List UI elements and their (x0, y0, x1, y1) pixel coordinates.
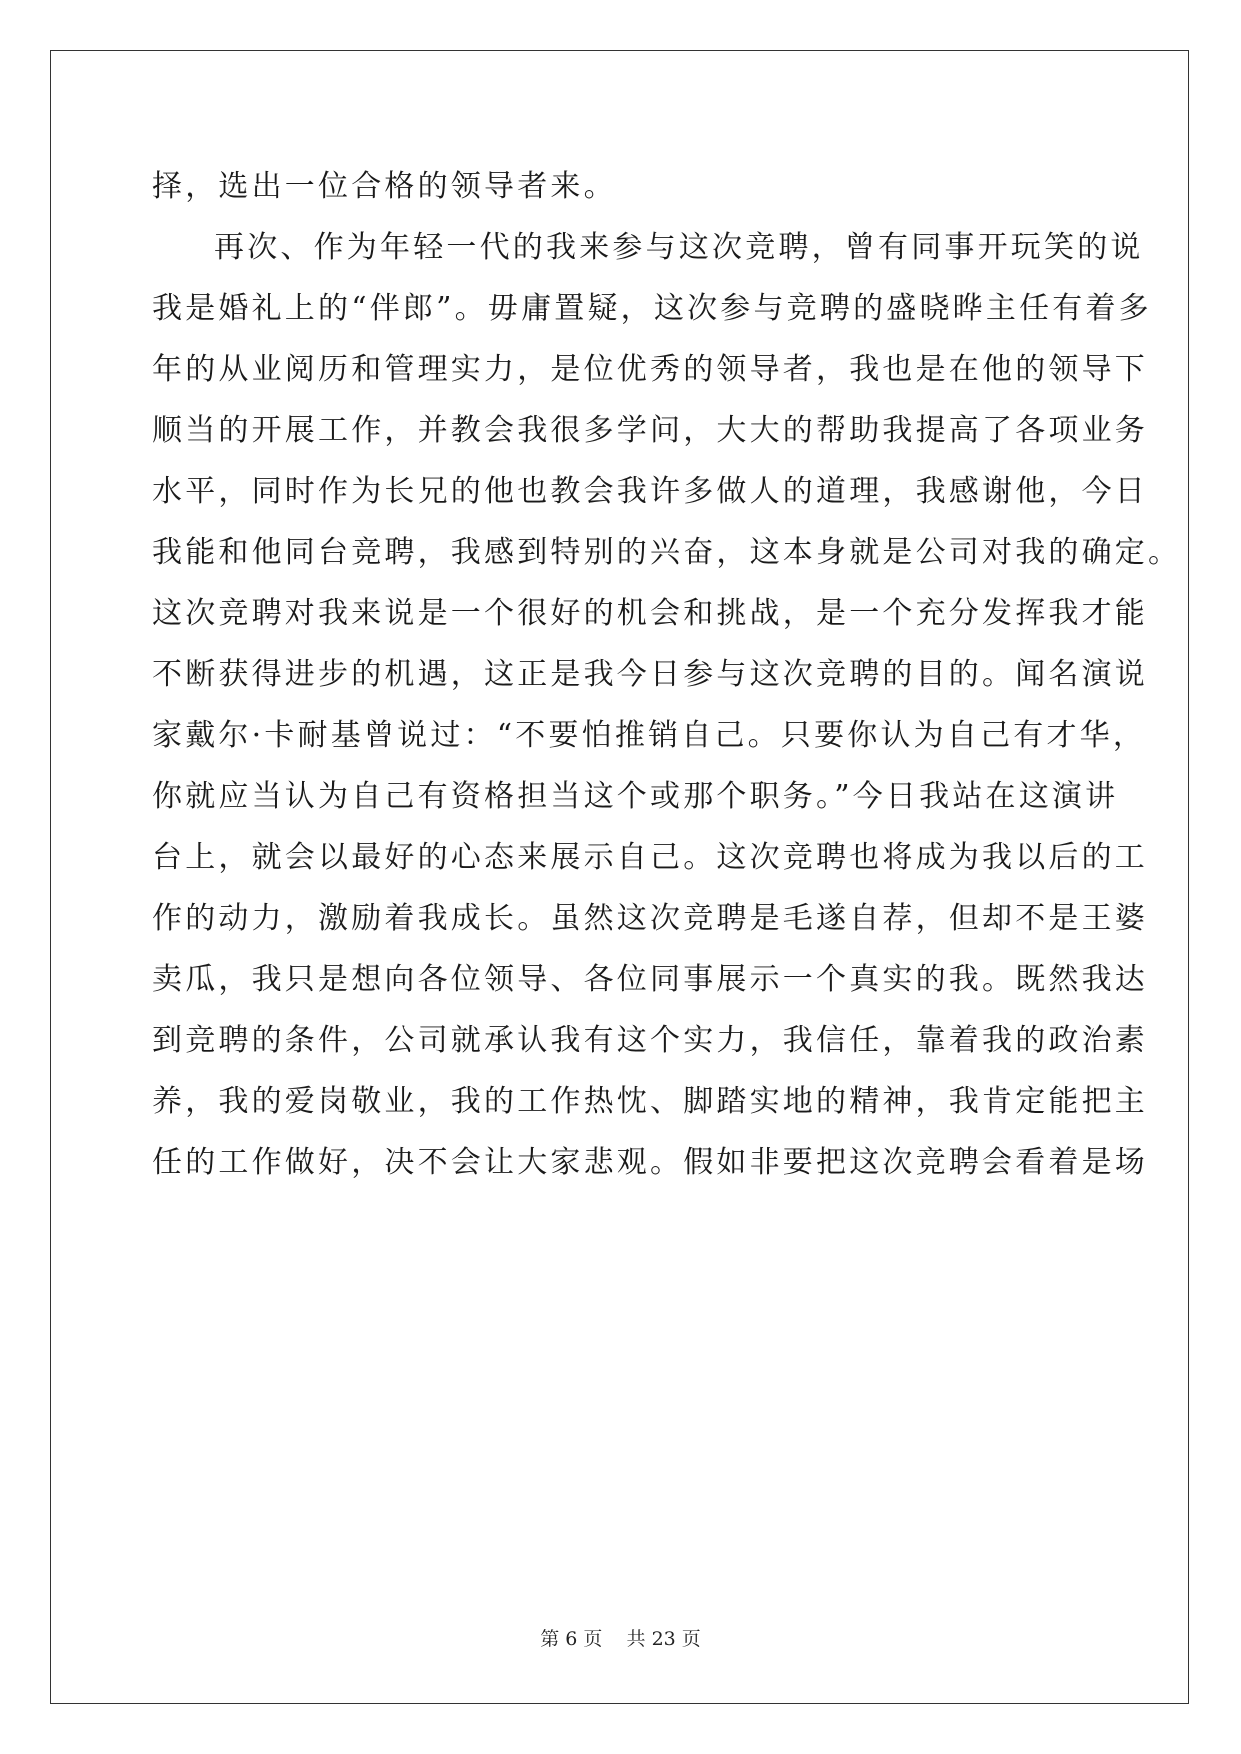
text-line: 任的工作做好，决不会让大家悲观。假如非要把这次竞聘会看着是场 (152, 1145, 1148, 1180)
text-line: 不断获得进步的机遇，这正是我今日参与这次竞聘的目的。闻名演说 (152, 657, 1148, 692)
page-number-footer: 第 6 页 共 23 页 (540, 1628, 701, 1650)
text-line: 年的从业阅历和管理实力，是位优秀的领导者，我也是在他的领导下 (152, 352, 1148, 387)
text-line: 水平，同时作为长兄的他也教会我许多做人的道理，我感谢他，今日 (152, 474, 1148, 509)
text-line: 顺当的开展工作，并教会我很多学问，大大的帮助我提高了各项业务 (152, 413, 1148, 448)
text-line: 养，我的爱岗敬业，我的工作热忱、脚踏实地的精神，我肯定能把主 (152, 1084, 1148, 1119)
text-line: 择，选出一位合格的领导者来。 (152, 169, 617, 204)
document-body (152, 156, 1182, 1193)
text-line: 这次竞聘对我来说是一个很好的机会和挑战，是一个充分发挥我才能 (152, 596, 1148, 631)
text-line: 我能和他同台竞聘，我感到特别的兴奋，这本身就是公司对我的确定。 (152, 535, 1182, 570)
text-line: 到竞聘的条件，公司就承认我有这个实力，我信任，靠着我的政治素 (152, 1023, 1148, 1058)
text-line: 再次、作为年轻一代的我来参与这次竞聘，曾有同事开玩笑的说 (214, 230, 1144, 265)
text-line: 你就应当认为自己有资格担当这个或那个职务。”今日我站在这演讲 (152, 779, 1119, 814)
text-line: 我是婚礼上的“伴郎”。毋庸置疑，这次参与竞聘的盛晓晔主任有着多 (152, 291, 1152, 326)
text-line: 台上，就会以最好的心态来展示自己。这次竞聘也将成为我以后的工 (152, 840, 1148, 875)
text-line: 家戴尔·卡耐基曾说过：“不要怕推销自己。只要你认为自己有才华， (152, 718, 1147, 753)
text-line: 作的动力，激励着我成长。虽然这次竞聘是毛遂自荐，但却不是王婆 (152, 901, 1148, 936)
text-line: 卖瓜，我只是想向各位领导、各位同事展示一个真实的我。既然我达 (152, 962, 1148, 997)
